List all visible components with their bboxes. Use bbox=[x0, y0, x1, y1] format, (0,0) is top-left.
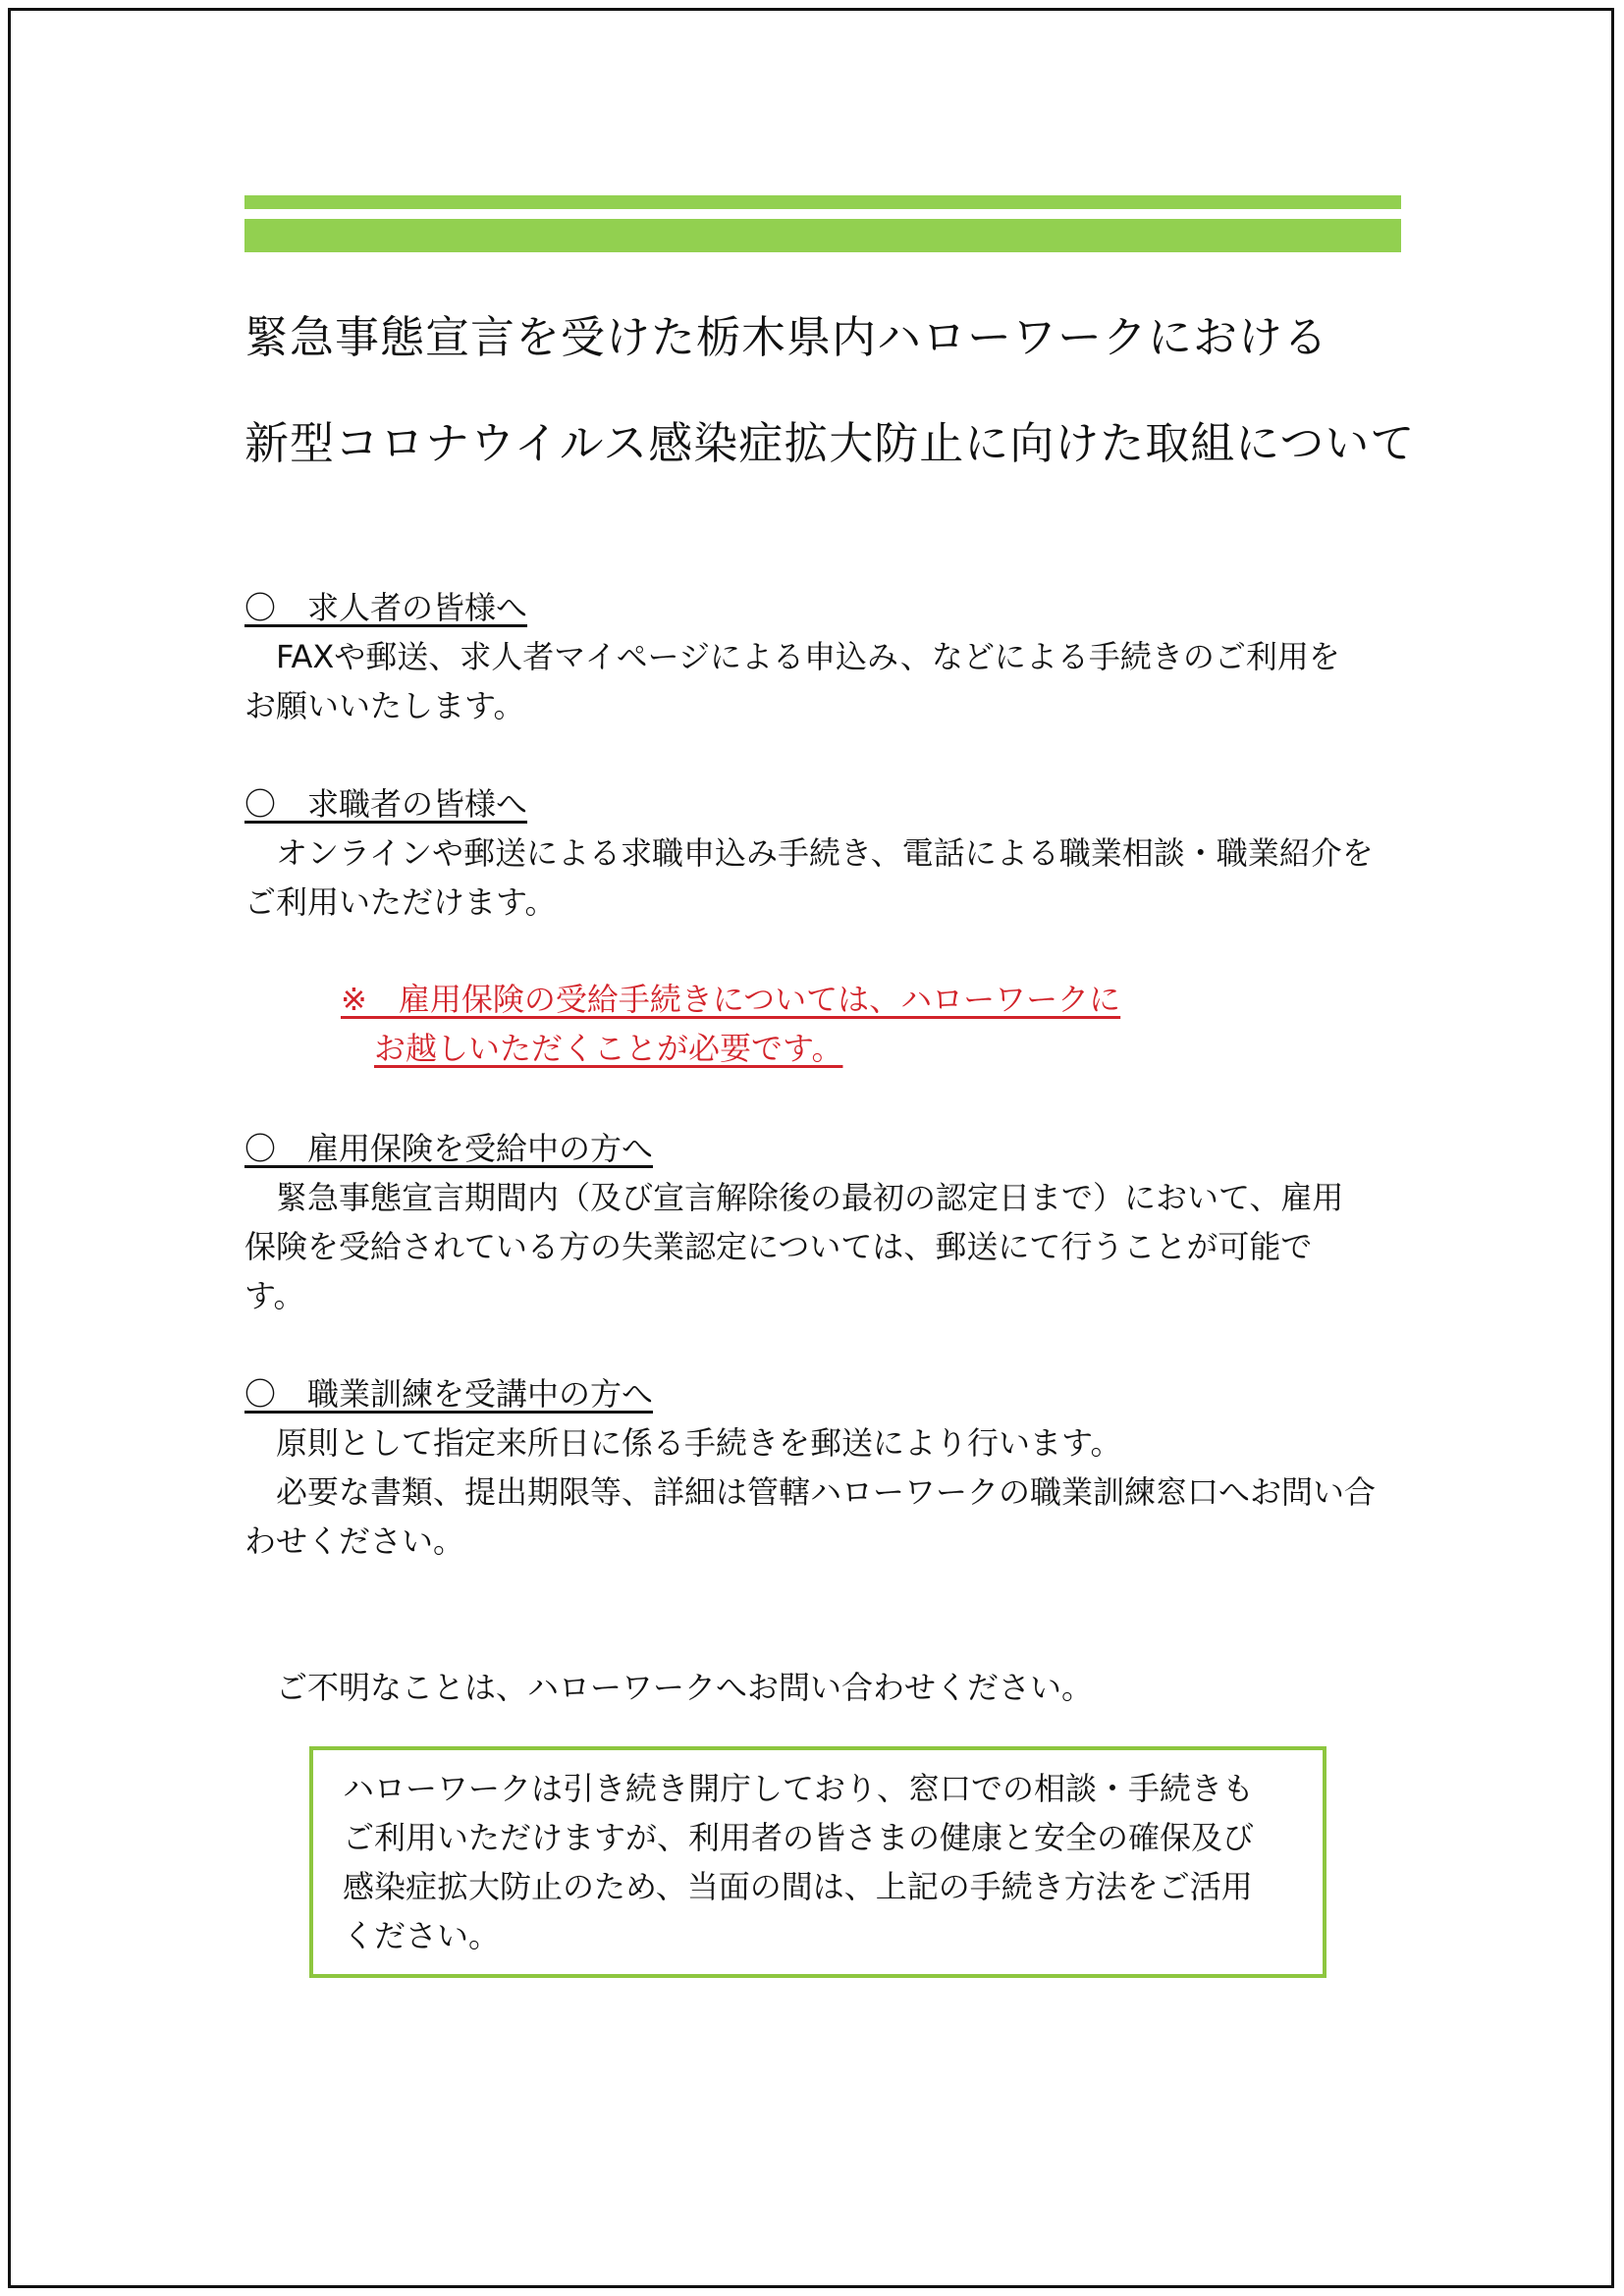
header-bar-thin bbox=[244, 195, 1401, 209]
notice-line-2: お越しいただくことが必要です。 bbox=[374, 1030, 843, 1067]
paragraph-line: オンラインや郵送による求職申込み手続き、電話による職業相談・職業紹介を bbox=[276, 834, 1374, 872]
paragraph-line: ご利用いただけます。 bbox=[244, 883, 557, 921]
paragraph-line: 原則として指定来所日に係る手続きを郵送により行います。 bbox=[276, 1424, 1122, 1462]
paragraph-line: わせください。 bbox=[244, 1522, 465, 1560]
paragraph-line: 緊急事態宣言期間内（及び宣言解除後の最初の認定日まで）において、雇用 bbox=[276, 1179, 1344, 1216]
notice-line-1: ※ 雇用保険の受給手続きについては、ハローワークに bbox=[341, 981, 1121, 1018]
info-box-line: ハローワークは引き続き開庁しており、窓口での相談・手続きも bbox=[343, 1770, 1255, 1807]
section-training bbox=[244, 1369, 1413, 1566]
info-box-line: 感染症拡大防止のため、当面の間は、上記の手続き方法をご活用 bbox=[343, 1868, 1253, 1905]
info-box bbox=[309, 1746, 1326, 1978]
closing-text: ご不明なことは、ハローワークへお問い合わせください。 bbox=[276, 1669, 1094, 1706]
section-job-seekers bbox=[244, 779, 1413, 927]
section-insurance bbox=[244, 1124, 1413, 1320]
document-page bbox=[8, 8, 1614, 2288]
section-employers bbox=[244, 583, 1413, 730]
title-line-2: 新型コロナウイルス感染症拡大防止に向けた取組について bbox=[244, 417, 1416, 469]
paragraph-line: す。 bbox=[244, 1277, 305, 1314]
header-bar-thick bbox=[244, 219, 1401, 252]
section-heading: 〇 雇用保険を受給中の方へ bbox=[244, 1130, 654, 1167]
paragraph-line: 必要な書類、提出期限等、詳細は管轄ハローワークの職業訓練窓口へお問い合 bbox=[276, 1473, 1377, 1511]
notice-text bbox=[341, 975, 1120, 1073]
info-box-line: ください。 bbox=[343, 1917, 501, 1954]
section-heading: 〇 求人者の皆様へ bbox=[244, 589, 528, 626]
section-heading: 〇 求職者の皆様へ bbox=[244, 785, 528, 823]
section-heading: 〇 職業訓練を受講中の方へ bbox=[244, 1375, 654, 1413]
paragraph-line: 保険を受給されている方の失業認定については、郵送にて行うことが可能で bbox=[244, 1228, 1313, 1265]
info-box-line: ご利用いただけますが、利用者の皆さまの健康と安全の確保及び bbox=[343, 1819, 1255, 1856]
paragraph-line: お願いいたします。 bbox=[244, 687, 525, 724]
title-line-1: 緊急事態宣言を受けた栃木県内ハローワークにおける bbox=[244, 311, 1329, 363]
paragraph-line: FAXや郵送、求人者マイページによる申込み、などによる手続きのご利用を bbox=[276, 638, 1340, 675]
